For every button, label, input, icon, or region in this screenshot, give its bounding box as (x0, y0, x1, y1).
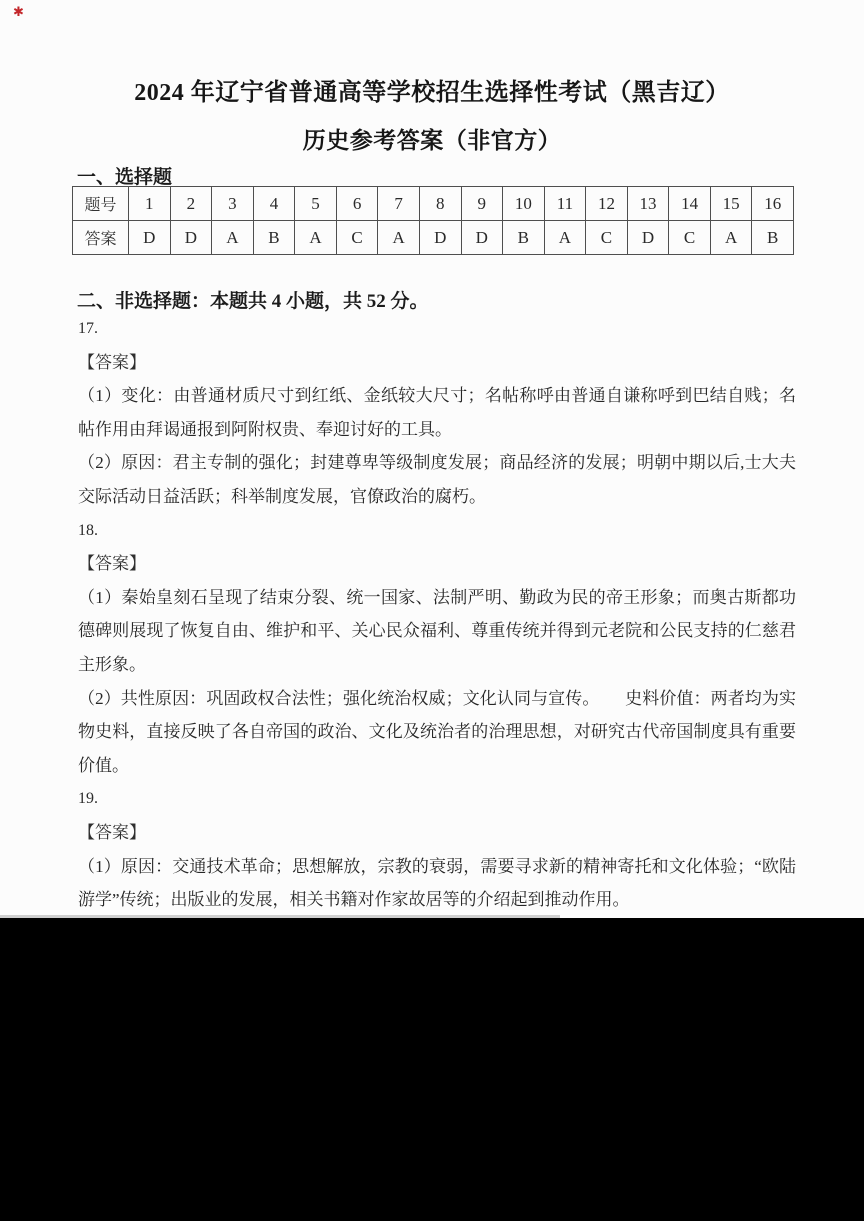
document-title-line1: 2024 年辽宁省普通高等学校招生选择性考试（黑吉辽） (134, 80, 730, 106)
item-18-paragraph-1: （1）秦始皇刻石呈现了结束分裂、统一国家、法制严明、勤政为民的帝王形象；而奥古斯都功德碑则展现了恢复自由、维护和平、关心民众福利、尊重传统并得到元老院和公民支持的仁慈君主形象。 (78, 587, 796, 674)
answer-row (73, 221, 794, 255)
answer-cell: D (627, 221, 669, 255)
answer-cell: B (253, 221, 295, 255)
item-17-answer-label: 【答案】 (78, 352, 146, 372)
qnum-cell: 14 (669, 187, 711, 221)
item-17-paragraph-1: （1）变化：由普通材质尺寸到红纸、金纸较大尺寸；名帖称呼由普通自谦称呼到巴结自贱；名帖作用由拜谒通报到阿附权贵、奉迎讨好的工具。 (78, 386, 796, 439)
qnum-cell: 12 (586, 187, 628, 221)
answer-cell: C (669, 221, 711, 255)
qnum-cell: 8 (419, 187, 461, 221)
qnum-cell: 5 (295, 187, 337, 221)
answer-cell: D (170, 221, 212, 255)
item-18-answer-label: 【答案】 (78, 554, 146, 574)
section2-heading: 二、非选择题：本题共 4 小题，共 52 分。 (77, 291, 429, 312)
answer-cell: D (461, 221, 503, 255)
section1-heading: 一、选择题 (77, 167, 173, 188)
row-label-question: 题号 (73, 187, 129, 221)
answer-cell: A (544, 221, 586, 255)
qnum-cell: 13 (627, 187, 669, 221)
qnum-cell: 16 (752, 187, 794, 221)
answer-cell: D (129, 221, 171, 255)
qnum-cell: 6 (336, 187, 378, 221)
red-stamp-icon: ✱ (13, 4, 24, 19)
item-19-answer-label: 【答案】 (78, 822, 146, 842)
answers-body (78, 312, 796, 1017)
answer-cell: B (752, 221, 794, 255)
item-19-number: 19. (78, 790, 98, 808)
document-title-line2: 历史参考答案（非官方） (302, 128, 562, 153)
qnum-cell: 11 (544, 187, 586, 221)
qnum-cell: 15 (710, 187, 752, 221)
answer-cell: C (336, 221, 378, 255)
answer-cell: C (586, 221, 628, 255)
qnum-cell: 3 (212, 187, 254, 221)
item-17-paragraph-2: （2）原因：君主专制的强化；封建尊卑等级制度发展；商品经济的发展；明朝中期以后,士大夫交际活动日益活跃；科举制度发展，官僚政治的腐朽。 (78, 453, 796, 506)
qnum-cell: 2 (170, 187, 212, 221)
qnum-cell: 7 (378, 187, 420, 221)
answer-cell: A (295, 221, 337, 255)
row-label-answer: 答案 (73, 221, 129, 255)
answer-cell: A (378, 221, 420, 255)
question-number-row (73, 187, 794, 221)
answer-cell: D (419, 221, 461, 255)
item-18-paragraph-2: （2）共性原因：巩固政权合法性；强化统治权威；文化认同与宣传。 史料价值：两者均为实物史料，直接反映了各自帝国的政治、文化及统治者的治理思想，对研究古代帝国制度具有重要价值。 (78, 688, 796, 775)
answer-table (72, 186, 794, 255)
answer-cell: A (710, 221, 752, 255)
qnum-cell: 10 (503, 187, 545, 221)
item-18-number: 18. (78, 521, 98, 539)
qnum-cell: 1 (129, 187, 171, 221)
answer-cell: A (212, 221, 254, 255)
answer-cell: B (503, 221, 545, 255)
black-letterbox-band (0, 918, 864, 1221)
item-19-paragraph-1: （1）原因：交通技术革命；思想解放，宗教的衰弱，需要寻求新的精神寄托和文化体验；“欧陆游学”传统；出版业的发展，相关书籍对作家故居等的介绍起到推动作用。 (78, 856, 796, 910)
qnum-cell: 4 (253, 187, 295, 221)
qnum-cell: 9 (461, 187, 503, 221)
item-17-number: 17. (78, 320, 98, 337)
